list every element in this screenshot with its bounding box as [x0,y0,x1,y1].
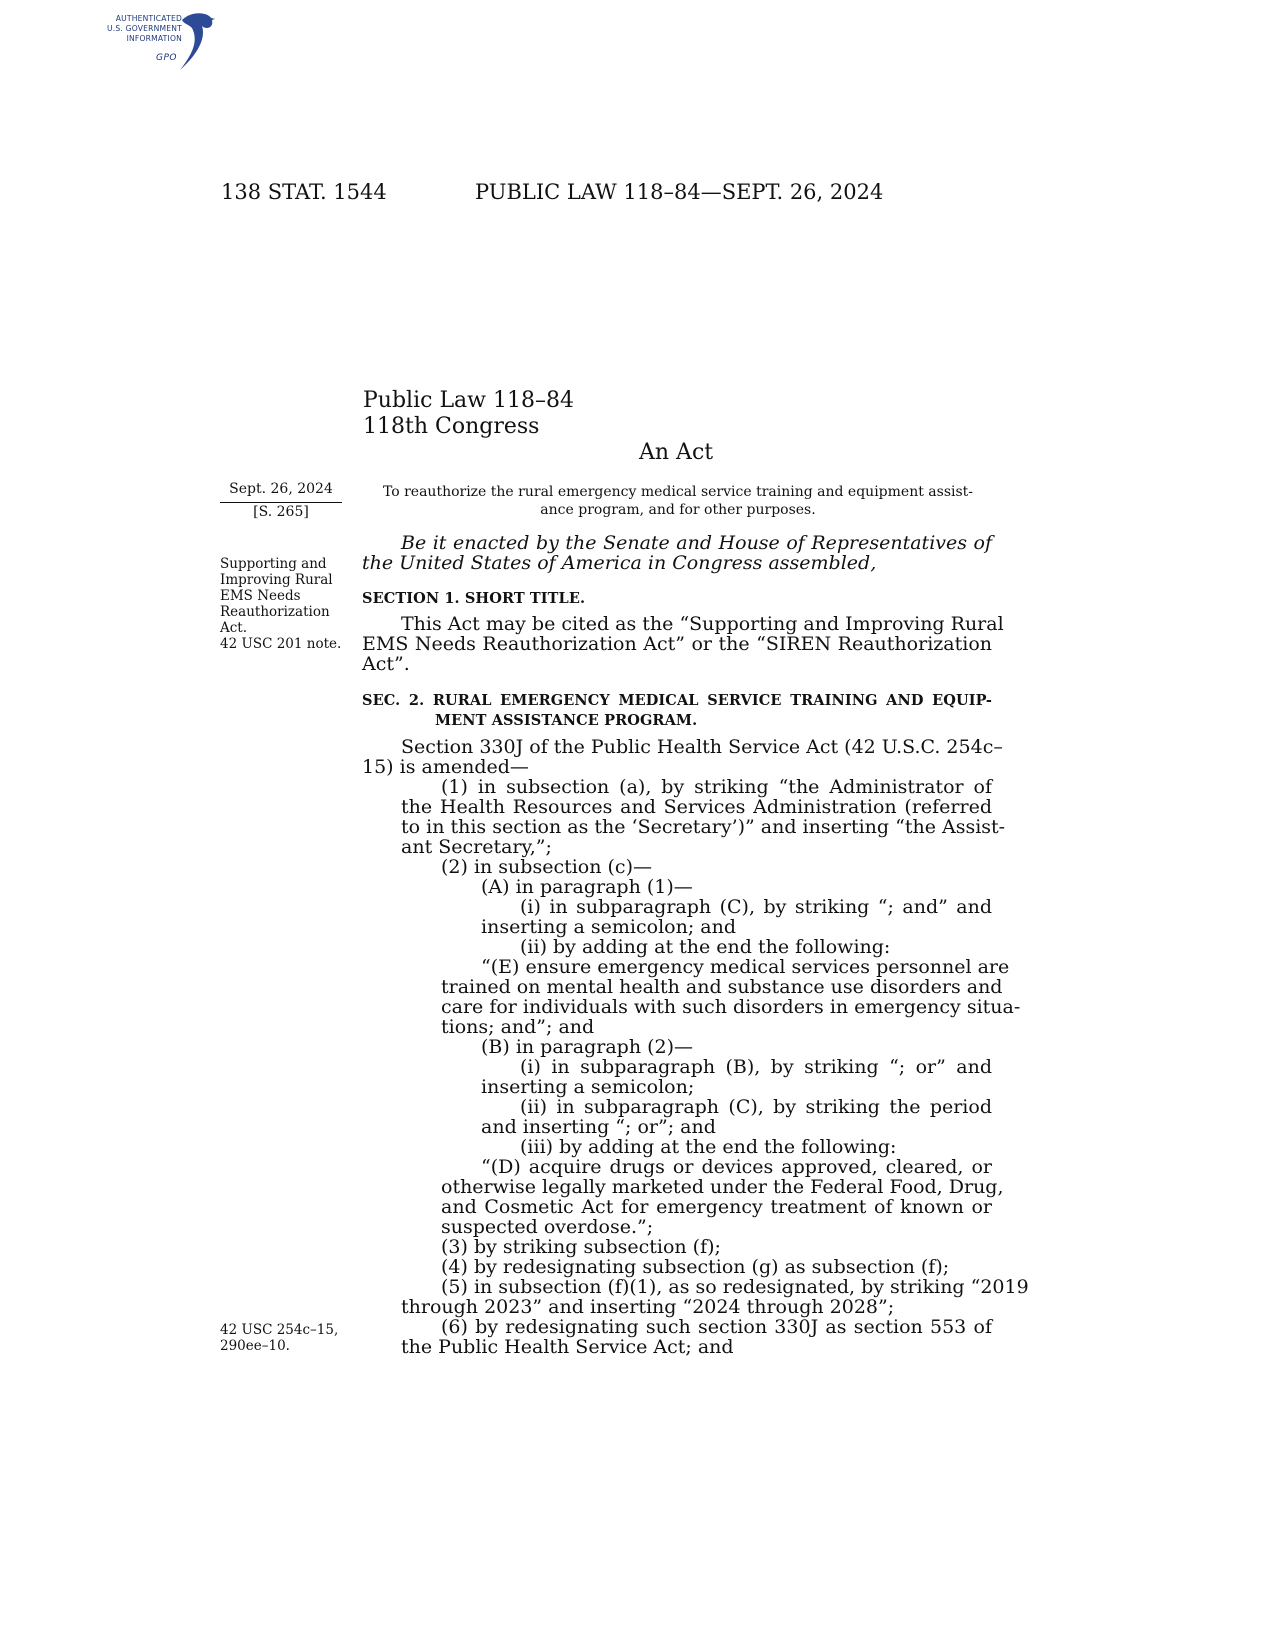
margin-usc-note [220,1322,338,1354]
sec2-line: and Cosmetic Act for emergency treatment of known or [441,1196,992,1218]
enact-line: the United States of America in Congress assembled, [362,552,877,574]
sec2-line: the Health Resources and Services Administration (referred [401,796,992,818]
sec2-line: inserting a semicolon; [481,1076,695,1098]
sec2-line: to in this section as the ‘Secretary’)” and inserting “the Assist- [401,816,1006,838]
sec2-line: (B) in paragraph (2)— [481,1036,694,1058]
sec2-line: the Public Health Service Act; and [401,1336,734,1358]
seal-line-2: U.S. GOVERNMENT [107,24,182,33]
margin-note-line: 290ee–10. [220,1338,290,1354]
seal-gpo-text: GPO [156,53,177,63]
eagle-icon [168,10,222,74]
sec2-line: otherwise legally marketed under the Federal Food, Drug, [441,1176,1004,1198]
sec2-line: (A) in paragraph (1)— [481,876,693,898]
section-1-text [362,613,1004,675]
margin-note-line: Reauthorization [220,604,330,620]
sec2-line: (5) in subsection (f)(1), as so redesignated, by striking “2019 [441,1276,1029,1298]
margin-note-line: Act. [220,620,248,636]
congress: 118th Congress [363,414,540,439]
margin-note-line: EMS Needs [220,588,301,604]
sec2-line: (1) in subsection (a), by striking “the Administrator of [441,776,992,798]
sec2-line: 15) is amended— [362,756,529,778]
sec2-line: tions; and”; and [441,1016,595,1038]
margin-note-line: 42 USC 201 note. [220,636,342,652]
section-2-text [362,736,1029,1358]
sec2-line: trained on mental health and substance use disorders and [441,976,1003,998]
seal-line-3: INFORMATION [126,34,182,43]
law-number: Public Law 118–84 [363,388,574,413]
act-purpose [363,483,993,519]
margin-bill-number: [S. 265] [253,504,309,520]
sec2-line: “(D) acquire drugs or devices approved, cleared, or [481,1156,992,1178]
section-2-heading-line: SEC. 2. RURAL EMERGENCY MEDICAL SERVICE TRAINING AND EQUIP- [362,692,992,709]
sec2-line: (i) in subparagraph (B), by striking “; or” and [520,1056,992,1078]
margin-date: Sept. 26, 2024 [220,481,342,503]
section-1-line: Act”. [362,653,410,675]
sec2-line: (3) by striking subsection (f); [441,1236,721,1258]
sec2-line: (2) in subsection (c)— [441,856,652,878]
enact-line: Be it enacted by the Senate and House of Representatives of [401,532,992,554]
section-2-heading-line: MENT ASSISTANCE PROGRAM. [435,712,698,729]
running-head-title: PUBLIC LAW 118–84—SEPT. 26, 2024 [475,180,884,204]
sec2-line: care for individuals with such disorders in emergency situa- [441,996,1021,1018]
margin-note-line: Improving Rural [220,572,333,588]
sec2-line: (ii) by adding at the end the following: [520,936,891,958]
enacting-clause [362,533,992,573]
sec2-line: Section 330J of the Public Health Service Act (42 U.S.C. 254c– [401,736,1003,758]
sec2-line: (ii) in subparagraph (C), by striking the period [520,1096,992,1118]
sec2-line: (i) in subparagraph (C), by striking “; and” and [520,896,992,918]
sec2-line: and inserting “; or”; and [481,1116,716,1138]
sec2-line: ant Secretary,”; [401,836,552,858]
sec2-line: “(E) ensure emergency medical services personnel are [481,956,1010,978]
margin-note-line: 42 USC 254c–15, [220,1322,339,1338]
sec2-line: (4) by redesignating subsection (g) as subsection (f); [441,1256,950,1278]
running-head-page: 138 STAT. 1544 [221,180,387,204]
section-1-line: This Act may be cited as the “Supporting and Improving Rural [401,613,1004,635]
section-2-heading [362,691,992,731]
gpo-seal [92,8,222,74]
section-1-line: EMS Needs Reauthorization Act” or the “SIREN Reauthorization [362,633,992,655]
sec2-line: (iii) by adding at the end the following: [520,1136,897,1158]
sec2-line: inserting a semicolon; and [481,916,736,938]
sec2-line: through 2023” and inserting “2024 through 2028”; [401,1296,895,1318]
purpose-line: To reauthorize the rural emergency medical service training and equipment assist- [382,484,974,500]
section-1-heading: SECTION 1. SHORT TITLE. [362,590,586,607]
act-title: An Act [639,440,714,465]
margin-short-title-note [220,556,341,652]
seal-line-1: AUTHENTICATED [115,14,182,23]
purpose-line: ance program, and for other purposes. [540,502,816,518]
sec2-line: suspected overdose.”; [441,1216,654,1238]
sec2-line: (6) by redesignating such section 330J as section 553 of [441,1316,992,1338]
margin-note-line: Supporting and [220,556,327,572]
